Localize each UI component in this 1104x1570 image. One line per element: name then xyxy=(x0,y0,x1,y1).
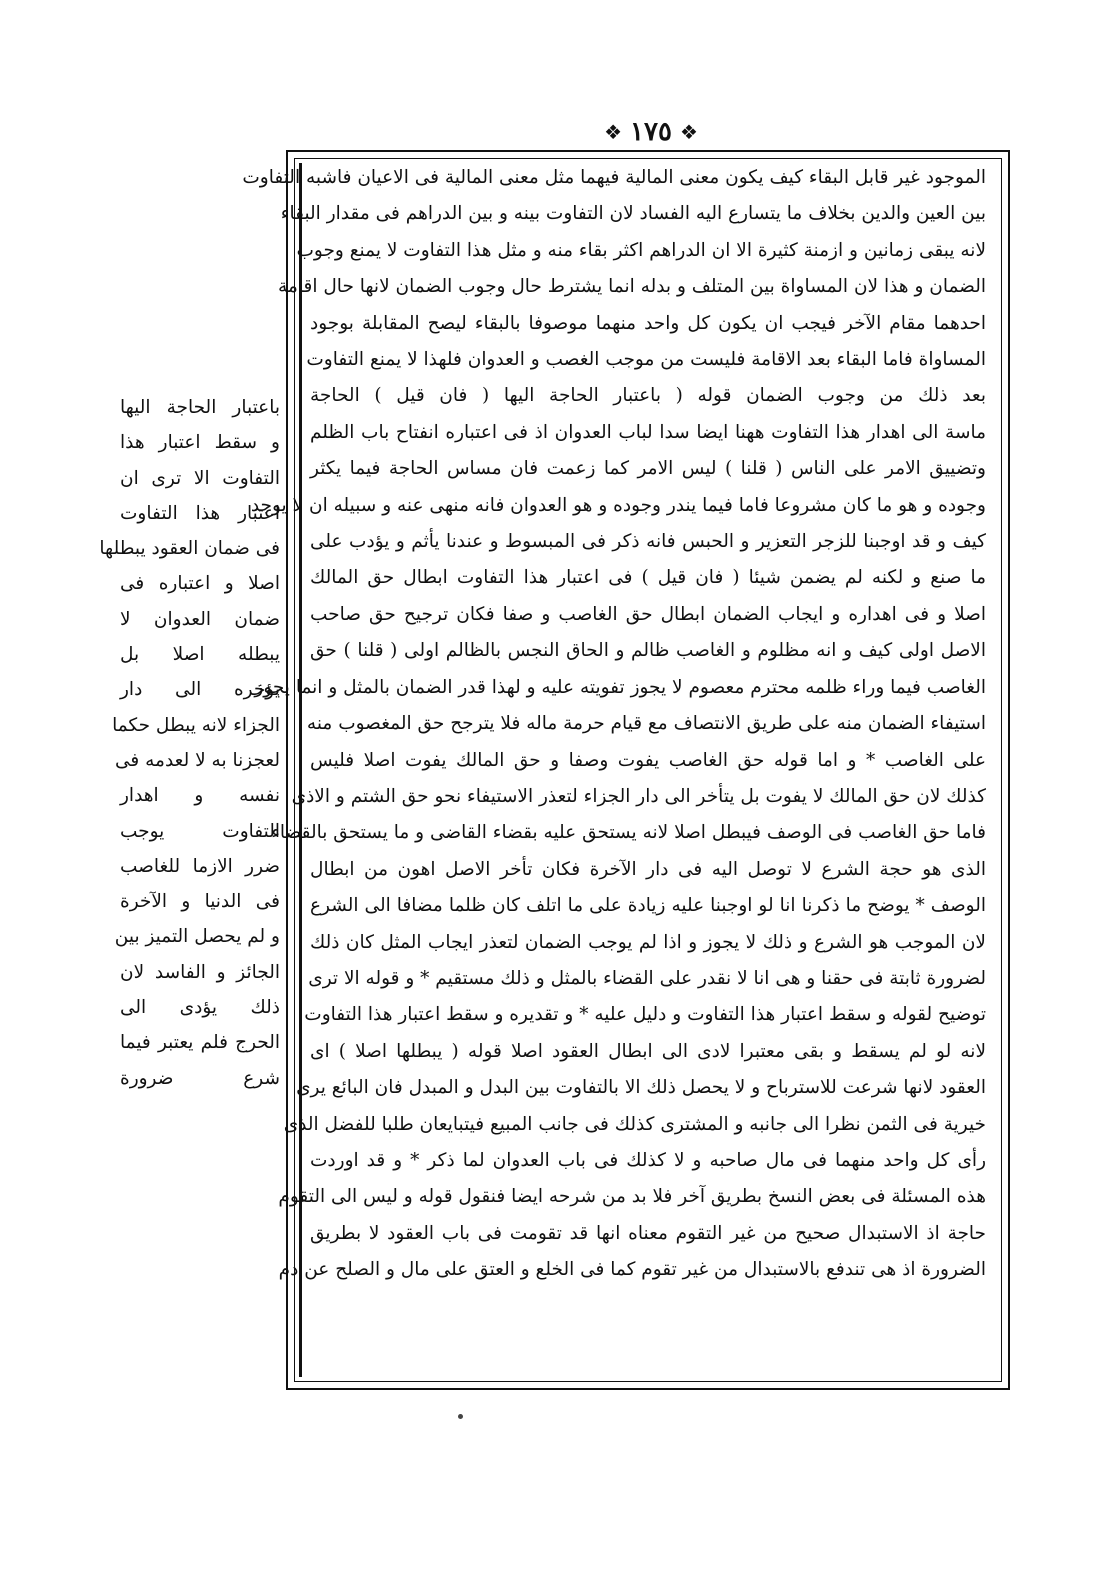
text-line: احدهما مقام الآخر فيجب ان يكون كل واحد منهما موصوفا بالبقاء ليصح المقابلة بوجود xyxy=(310,312,986,334)
margin-line: ذلك يؤدى الى xyxy=(120,997,280,1019)
margin-line: يبطله اصلا بل xyxy=(120,644,280,666)
text-line: الوصف * يوضح ما ذكرنا انا لو اوجبنا عليه زيادة على ما اتلف كان ظلما مضافا الى الشرع xyxy=(310,895,986,917)
page-header xyxy=(586,112,716,152)
margin-line: يؤخره الى دار xyxy=(120,679,280,701)
text-line: لضرورة ثابتة فى حقنا و هى انا لا نقدر على القضاء بالمثل و ذلك مستقيم * و قوله الا ترى xyxy=(308,967,986,989)
text-line: الغاصب فيما وراء ظلمه محترم معصوم لا يجوز تفويته عليه و لهذا قدر الضمان بالمثل و انما يجوز xyxy=(254,676,986,698)
margin-line: ضمان العدوان لا xyxy=(120,608,280,630)
main-text-block xyxy=(242,160,998,1380)
text-line: اصلا و فى اهداره و ايجاب الضمان ابطال حق الغاصب و صفا فكان ترجيح حق صاحب xyxy=(310,603,986,625)
text-line: بين العين والدين بخلاف ما يتسارع اليه الفساد لان التفاوت بينه و بين الدراهم فى مقدار البقاء xyxy=(280,203,986,225)
text-line: لان الموجب هو الشرع و ذلك لا يجوز و اذا لم يوجب الضمان لتعذر ايجاب المثل كان ذلك xyxy=(310,931,986,953)
text-line: المساواة فاما البقاء بعد الاقامة فليست من موجب الغصب و العدوان فلهذا لا يمنع التفاوت xyxy=(306,349,986,371)
margin-line: الحرج فلم يعتبر فيما xyxy=(120,1032,280,1054)
text-line: وتضييق الامر على الناس ( قلنا ) ليس الامر كما زعمت فان مساس الحاجة فيما يكثر xyxy=(310,458,986,480)
text-line: كذلك لان حق المالك لا يفوت بل يتأخر الى دار الجزاء لتعذر الاستيفاء نحو حق الشتم و الاذى xyxy=(291,785,986,807)
margin-line: التفاوت يوجب xyxy=(120,820,280,842)
margin-line: الجزاء لانه يبطل حكما xyxy=(112,714,280,736)
text-line: توضيح لقوله و سقط اعتبار هذا التفاوت و دليل عليه * و تقديره و سقط اعتبار هذا التفاوت xyxy=(304,1004,986,1026)
ornament-left-icon: ❖ xyxy=(604,120,623,144)
text-line: ما صنع و لكنه لم يضمن شيئا ( فان قيل ) فى اعتبار هذا التفاوت ابطال حق المالك xyxy=(310,567,986,589)
text-line: الضرورة اذ هى تندفع بالاستبدال من غير تقوم كما فى الخلع و العتق على مال و الصلح عن دم xyxy=(278,1259,986,1281)
page-number: ١٧٥ xyxy=(630,117,672,147)
text-line: ماسة الى اهدار هذا التفاوت ههنا ايضا سدا لباب العدوان اذ فى اعتباره انفتاح باب الظلم xyxy=(310,421,986,443)
text-line: خيرية فى الثمن نظرا الى جانبه و المشترى كذلك فى جانب المبيع فيتبايعان طلبا للفضل الذى xyxy=(283,1113,986,1135)
text-line: لانه لو لم يسقط و بقى معتبرا لادى الى ابطال العقود اصلا قوله ( يبطلها اصلا ) اى xyxy=(310,1040,986,1062)
margin-commentary xyxy=(99,390,280,1089)
text-line: على الغاصب * و اما قوله حق الغاصب يفوت وصفا و حق المالك يفوت اصلا فليس xyxy=(310,749,986,771)
margin-line: الجائز و الفاسد لان xyxy=(120,961,280,983)
text-line: استيفاء الضمان منه على طريق الانتصاف مع قيام حرمة ماله فلا يترجح حق المغصوب منه xyxy=(306,713,986,735)
text-line: الذى هو حجة الشرع لا توصل اليه فى دار الآخرة فكان تأخر الاصل اهون من ابطال xyxy=(310,858,986,880)
margin-line: لعجزنا به لا لعدمه فى xyxy=(114,749,280,771)
text-line: لانه يبقى زمانين و ازمنة كثيرة الا ان الدراهم اكثر بقاء منه و مثل هذا التفاوت لا يمنع وجوب xyxy=(296,239,986,261)
margin-line: فى الدنيا و الآخرة xyxy=(120,891,280,913)
margin-line: نفسه و اهدار xyxy=(120,785,280,807)
text-line: الاصل اولى كيف و انه مظلوم و الغاصب ظالم و الحاق النجس بالظالم اولى ( قلنا ) حق xyxy=(310,640,986,662)
text-line: الموجود غير قابل البقاء كيف يكون معنى المالية فيهما مثل معنى المالية فى الاعيان فاشبه التفاوت xyxy=(242,167,986,188)
text-line: هذه المسئلة فى بعض النسخ بطريق آخر فلا بد من شرحه ايضا فنقول قوله و ليس الى التقوم xyxy=(278,1186,986,1208)
margin-line: شرع ضرورة xyxy=(120,1067,280,1089)
margin-line: التفاوت الا ترى ان xyxy=(120,467,280,489)
text-line: العقود لانها شرعت للاسترباح و لا يحصل ذلك الا بالتفاوت بين البدل و المبدل فان البائع يرى xyxy=(296,1077,986,1099)
margin-line: اصلا و اعتباره فى xyxy=(120,573,280,595)
margin-line: و سقط اعتبار هذا xyxy=(120,432,280,454)
margin-line: و لم يحصل التميز بين xyxy=(114,926,280,948)
margin-line: اعتبار هذا التفاوت xyxy=(120,502,280,524)
text-line: فاما حق الغاصب فى الوصف فيبطل اصلا لانه يستحق عليه بقضاء القاضى و ما يستحق بالقضاء xyxy=(271,822,986,844)
text-line: رأى كل واحد منهما فى مال صاحبه و لا كذلك فى باب العدوان لما ذكر * و قد اوردت xyxy=(310,1149,986,1171)
text-line: بعد ذلك من وجوب الضمان قوله ( باعتبار الحاجة اليها ( فان قيل ) الحاجة xyxy=(310,385,986,407)
ornament-right-icon: ❖ xyxy=(679,120,698,144)
margin-line: ضرر الازما للغاصب xyxy=(120,855,280,877)
margin-line: باعتبار الحاجة اليها xyxy=(120,397,280,418)
margin-line: فى ضمان العقود يبطلها xyxy=(99,538,280,560)
text-line: كيف و قد اوجبنا للزجر التعزير و الحبس فانه ذكر فى المبسوط و عندنا يأثم و يؤدب على xyxy=(310,531,986,553)
ink-dot xyxy=(458,1414,463,1419)
text-line: حاجة اذ الاستبدال صحيح من غير التقوم معناه انها قد تقومت فى باب العقود لا بطريق xyxy=(310,1222,986,1244)
text-line: الضمان و هذا لان المساواة بين المتلف و بدله انما يشترط حال وجوب الضمان لانها حال اقامة xyxy=(278,276,986,298)
text-line: وجوده و هو ما كان مشروعا فاما فيما يندر وجوده و هو العدوان فانه منهى عنه و سبيله ان لا يوجد xyxy=(250,494,986,516)
